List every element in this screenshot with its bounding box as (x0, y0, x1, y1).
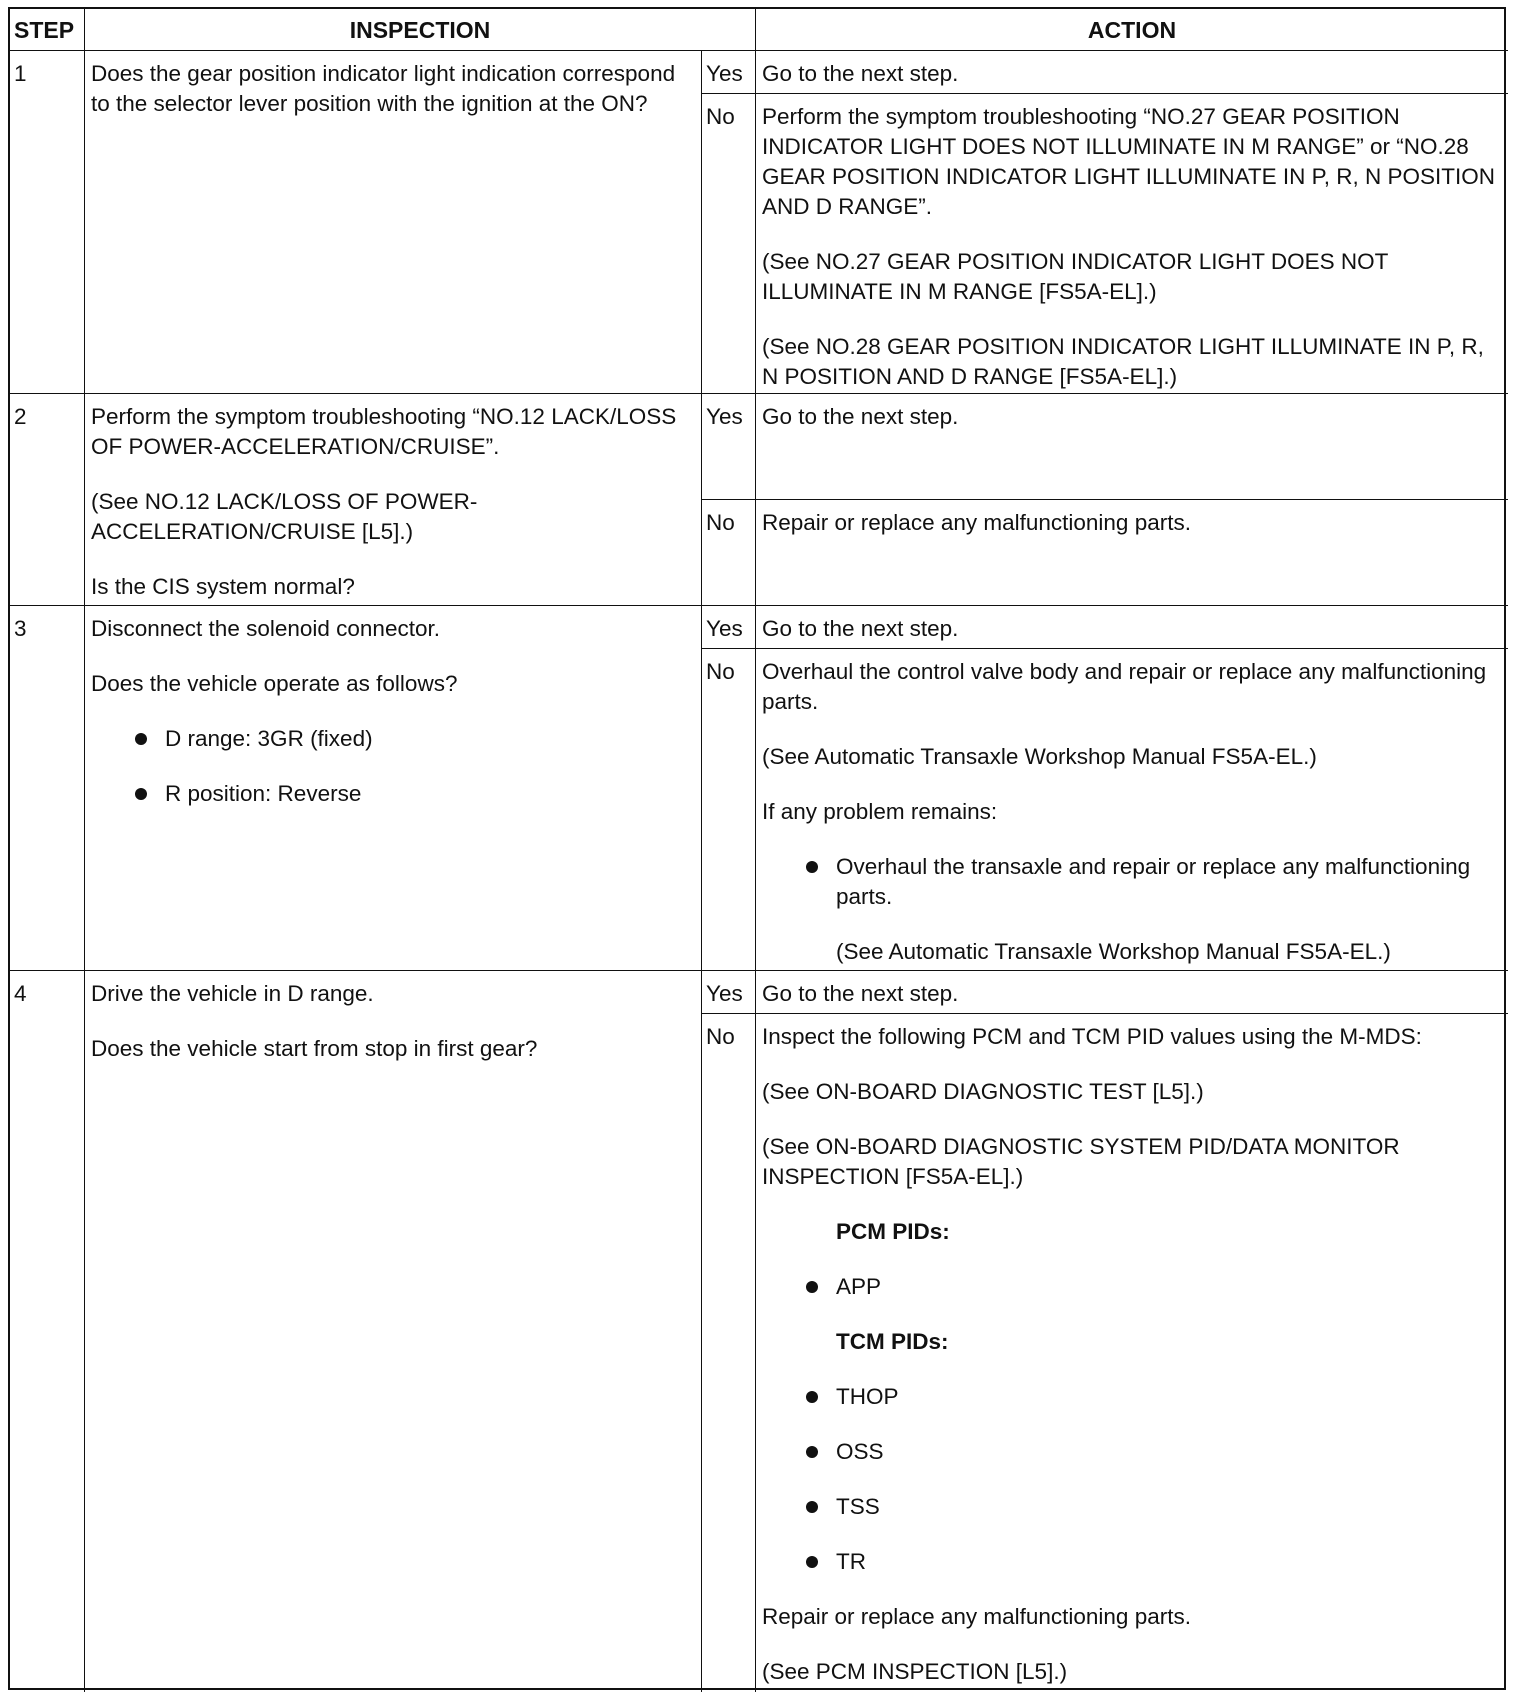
step-3-bullet-d-range: D range: 3GR (fixed) (91, 724, 695, 754)
step-2-no-action (756, 500, 1508, 606)
troubleshooting-table (8, 7, 1506, 1690)
step-1-question: Does the gear position indicator light indication correspond to the selector lever position with the ignition at the ON? (91, 61, 676, 116)
tcm-pid-item: THOP (762, 1382, 1502, 1412)
tcm-pid-item: TR (762, 1547, 1502, 1577)
step-2-yes-label: Yes (702, 394, 756, 500)
step-3-text-1: Disconnect the solenoid connector. (91, 616, 440, 641)
step-4-yes-label: Yes (702, 971, 756, 1014)
step-3-inspection (85, 606, 702, 971)
step-1-inspection (85, 51, 702, 394)
step-1-no-text-3: (See NO.28 GEAR POSITION INDICATOR LIGHT ILLUMINATE IN P, R, N POSITION AND D RANGE [FS5A-EL].) (762, 334, 1484, 389)
step-4-question: Does the vehicle start from stop in first gear? (91, 1036, 538, 1061)
step-2-yes-action (756, 394, 1508, 500)
step-4-number: 4 (10, 971, 85, 1692)
step-3-question: Does the vehicle operate as follows? (91, 671, 458, 696)
step-4-yes-action (756, 971, 1508, 1014)
step-2-question: Is the CIS system normal? (91, 574, 355, 599)
step-2-text-2: (See NO.12 LACK/LOSS OF POWER-ACCELERATION/CRUISE [L5].) (91, 489, 478, 544)
step-3-number: 3 (10, 606, 85, 971)
step-3-no-text-1: Overhaul the control valve body and repair or replace any malfunctioning parts. (762, 659, 1487, 714)
step-4-text-1: Drive the vehicle in D range. (91, 981, 374, 1006)
step-4-no-end-1: Repair or replace any malfunctioning parts. (762, 1604, 1191, 1629)
step-3-no-action (756, 649, 1508, 971)
step-4-no-action (756, 1014, 1508, 1692)
tcm-pid-item: OSS (762, 1437, 1502, 1467)
pcm-pids-heading: PCM PIDs: (836, 1219, 950, 1244)
step-4-yes-text: Go to the next step. (762, 981, 959, 1006)
tcm-pids-heading: TCM PIDs: (836, 1329, 949, 1354)
step-4-no-text-3: (See ON-BOARD DIAGNOSTIC SYSTEM PID/DATA MONITOR INSPECTION [FS5A-EL].) (762, 1134, 1400, 1189)
header-inspection: INSPECTION (85, 9, 756, 51)
step-3-yes-label: Yes (702, 606, 756, 649)
step-4-inspection (85, 971, 702, 1692)
step-3-no-label: No (702, 649, 756, 971)
step-1-yes-action (756, 51, 1508, 94)
step-3-no-text-3: If any problem remains: (762, 799, 998, 824)
step-2-text-1: Perform the symptom troubleshooting “NO.12 LACK/LOSS OF POWER-ACCELERATION/CRUISE”. (91, 404, 677, 459)
header-step: STEP (10, 9, 85, 51)
step-2-number: 2 (10, 394, 85, 606)
step-3-yes-text: Go to the next step. (762, 616, 959, 641)
step-1-no-action (756, 94, 1508, 394)
step-2-no-label: No (702, 500, 756, 606)
header-action: ACTION (756, 9, 1508, 51)
step-4-no-end-2: (See PCM INSPECTION [L5].) (762, 1659, 1068, 1684)
step-1-yes-label: Yes (702, 51, 756, 94)
step-4-no-label: No (702, 1014, 756, 1692)
step-1-number: 1 (10, 51, 85, 394)
step-2-inspection (85, 394, 702, 606)
step-2-no-text: Repair or replace any malfunctioning parts. (762, 510, 1191, 535)
step-2-yes-text: Go to the next step. (762, 404, 959, 429)
step-3-no-bullet-note: (See Automatic Transaxle Workshop Manual FS5A-EL.) (836, 939, 1391, 964)
step-4-no-text-1: Inspect the following PCM and TCM PID values using the M-MDS: (762, 1024, 1422, 1049)
pcm-pid-item: APP (762, 1272, 1502, 1302)
step-3-yes-action (756, 606, 1508, 649)
step-3-no-text-2: (See Automatic Transaxle Workshop Manual FS5A-EL.) (762, 744, 1317, 769)
tcm-pid-item: TSS (762, 1492, 1502, 1522)
step-3-no-bullet: Overhaul the transaxle and repair or replace any malfunctioning parts. (762, 852, 1502, 912)
step-1-no-label: No (702, 94, 756, 394)
step-1-no-text-2: (See NO.27 GEAR POSITION INDICATOR LIGHT DOES NOT ILLUMINATE IN M RANGE [FS5A-EL].) (762, 249, 1388, 304)
step-1-no-text-1: Perform the symptom troubleshooting “NO.27 GEAR POSITION INDICATOR LIGHT DOES NOT ILLUMINATE IN M RANGE” or “NO.28 GEAR POSITION INDICATOR LIGHT ILLUMINATE IN P, R, N POSITION AND D RANGE”. (762, 104, 1496, 219)
step-3-bullet-r-position: R position: Reverse (91, 779, 695, 809)
step-4-no-text-2: (See ON-BOARD DIAGNOSTIC TEST [L5].) (762, 1079, 1204, 1104)
step-1-yes-text: Go to the next step. (762, 61, 959, 86)
